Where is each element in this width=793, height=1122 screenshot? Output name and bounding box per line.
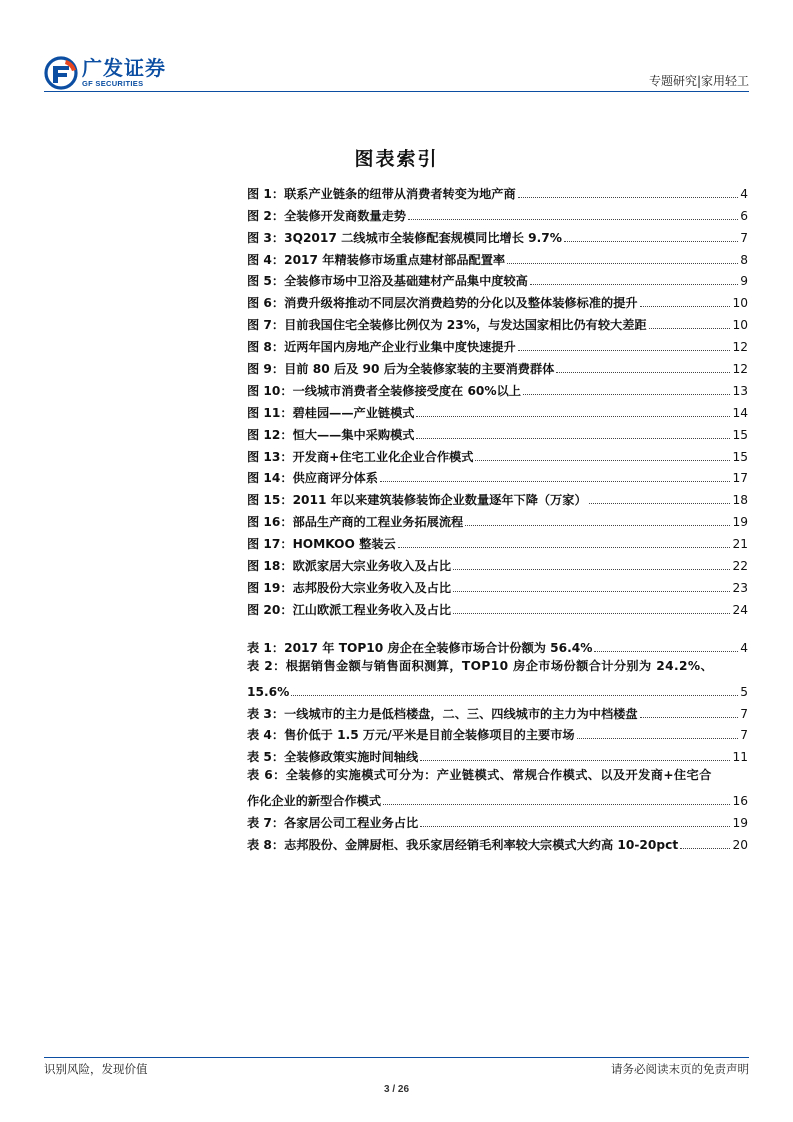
toc-entry-label: 图 20：江山欧派工程业务收入及占比: [247, 602, 452, 617]
dot-leader: [453, 569, 730, 570]
page-title: 图表索引: [354, 148, 439, 170]
toc-entry[interactable]: [247, 809, 748, 831]
toc-entry[interactable]: [247, 377, 748, 399]
header-divider: [44, 91, 749, 92]
report-section-label: 专题研究|家用轻工: [648, 74, 749, 88]
dot-leader: [680, 848, 730, 849]
dot-leader: [383, 804, 730, 805]
toc-entry-label: 表 6：全装修的实施模式可分为：产业链模式、常规合作模式、以及开发商+住宅合: [247, 768, 712, 783]
toc-entry[interactable]: [247, 180, 748, 202]
footer-slogan: 识别风险，发现价值: [44, 1062, 148, 1076]
toc-entry-label: 图 11：碧桂园——产业链模式: [247, 405, 415, 420]
toc-entry-page: 10: [732, 296, 748, 311]
toc-entry[interactable]: [247, 574, 748, 596]
dot-leader: [420, 826, 730, 827]
dot-leader: [291, 695, 738, 696]
logo-chinese-name: 广发证券: [82, 56, 166, 81]
toc-entry-page: 9: [740, 274, 748, 289]
toc-entry-page: 6: [740, 208, 748, 223]
toc-entry[interactable]: [247, 333, 748, 355]
dot-leader: [530, 284, 738, 285]
toc-entry-page: 15: [732, 449, 748, 464]
toc-entry-page: 21: [732, 537, 748, 552]
toc-entry-page: 19: [732, 816, 748, 831]
toc-entry[interactable]: [247, 355, 748, 377]
dot-leader: [594, 651, 738, 652]
toc-entry-label: 图 9：目前 80 后及 90 后为全装修家装的主要消费群体: [247, 362, 555, 377]
toc-entry[interactable]: [247, 268, 748, 290]
toc-entry-label: 图 3：3Q2017 二线城市全装修配套规模同比增长 9.7%: [247, 230, 562, 245]
toc-entry-label: 图 19：志邦股份大宗业务收入及占比: [247, 580, 452, 595]
toc-entry-label: 图 13：开发商+住宅工业化企业合作模式: [247, 449, 474, 464]
toc-entry-label-continued: 15.6%: [247, 684, 290, 699]
toc-entry-label: 图 8：近两年国内房地产企业行业集中度快速提升: [247, 340, 516, 355]
toc-entry-page: 24: [732, 602, 748, 617]
toc-entry-page: 20: [732, 837, 748, 852]
toc-entry-label: 图 4：2017 年精装修市场重点建材部品配置率: [247, 252, 506, 267]
footer-divider: [44, 1057, 749, 1058]
toc-entry-page: 11: [732, 750, 748, 765]
toc-entry[interactable]: [247, 831, 748, 853]
logo-english-name: GF SECURITIES: [82, 79, 144, 89]
dot-leader: [577, 738, 739, 739]
toc-entry-page: 19: [732, 515, 748, 530]
toc-entry[interactable]: [247, 399, 748, 421]
dot-leader: [649, 328, 731, 329]
toc-entry[interactable]: [247, 508, 748, 530]
toc-entry[interactable]: [247, 246, 748, 268]
toc-entry[interactable]: [247, 552, 748, 574]
toc-entry-label: 图 15：2011 年以来建筑装修装饰企业数量逐年下降（万家）: [247, 493, 587, 508]
toc-entry-page: 8: [740, 252, 748, 267]
page-header: [44, 50, 749, 92]
toc-entry-page: 4: [740, 186, 748, 201]
toc-entry-page: 16: [732, 794, 748, 809]
toc-entry[interactable]: [247, 722, 748, 744]
page-number: 3 / 26: [383, 1084, 410, 1095]
toc-entry[interactable]: [247, 311, 748, 333]
dot-leader: [416, 416, 730, 417]
toc-entry-page: 4: [740, 640, 748, 655]
toc-entry[interactable]: [247, 765, 748, 809]
dot-leader: [453, 591, 730, 592]
toc-entry-page: 18: [732, 493, 748, 508]
toc-entry[interactable]: [247, 700, 748, 722]
toc-entry-page: 7: [740, 230, 748, 245]
toc-entry-label: 图 7：目前我国住宅全装修比例仅为 23%，与发达国家相比仍有较大差距: [247, 318, 647, 333]
dot-leader: [518, 350, 731, 351]
toc-entry[interactable]: [247, 486, 748, 508]
toc-entry-label: 图 14：供应商评分体系: [247, 471, 378, 486]
dot-leader: [640, 306, 731, 307]
toc-entry-label-continued: 作化企业的新型合作模式: [247, 794, 382, 809]
toc-entry-label: 图 18：欧派家居大宗业务收入及占比: [247, 559, 452, 574]
toc-entry[interactable]: [247, 421, 748, 443]
toc-entry[interactable]: [247, 465, 748, 487]
toc-entry-label: 表 2：根据销售金额与销售面积测算，TOP10 房企市场份额合计分别为 24.2%、: [247, 658, 714, 673]
toc-entry[interactable]: [247, 224, 748, 246]
dot-leader: [507, 263, 738, 264]
figure-index-list: [247, 180, 748, 618]
toc-entry-label: 图 2：全装修开发商数量走势: [247, 208, 406, 223]
toc-entry[interactable]: [247, 202, 748, 224]
dot-leader: [453, 613, 730, 614]
toc-entry-label: 表 8：志邦股份、金牌厨柜、我乐家居经销毛利率较大宗模式大约高 10-20pct: [247, 837, 679, 852]
dot-leader: [564, 241, 738, 242]
dot-leader: [475, 460, 730, 461]
toc-entry-label: 图 6：消费升级将推动不同层次消费趋势的分化以及整体装修标准的提升: [247, 296, 638, 311]
toc-entry-page: 12: [732, 362, 748, 377]
dot-leader: [465, 525, 730, 526]
gf-logo: [44, 56, 166, 90]
toc-entry-label: 图 1：联系产业链条的纽带从消费者转变为地产商: [247, 186, 516, 201]
dot-leader: [640, 717, 739, 718]
toc-entry-page: 12: [732, 340, 748, 355]
dot-leader: [589, 503, 731, 504]
toc-entry-label: 表 5：全装修政策实施时间轴线: [247, 750, 419, 765]
toc-entry[interactable]: [247, 743, 748, 765]
toc-entry-label: 表 1：2017 年 TOP10 房企在全装修市场合计份额为 56.4%: [247, 640, 593, 655]
dot-leader: [556, 372, 730, 373]
dot-leader: [380, 481, 731, 482]
toc-entry-label: 图 5：全装修市场中卫浴及基础建材产品集中度较高: [247, 274, 528, 289]
dot-leader: [398, 547, 731, 548]
dot-leader: [420, 760, 730, 761]
toc-entry-page: 7: [740, 728, 748, 743]
toc-entry[interactable]: [247, 443, 748, 465]
dot-leader: [416, 438, 730, 439]
footer-disclaimer-note: 请务必阅读末页的免责声明: [611, 1062, 749, 1076]
table-index-list: [247, 634, 748, 853]
toc-entry-label: 表 4：售价低于 1.5 万元/平米是目前全装修项目的主要市场: [247, 728, 575, 743]
toc-entry-page: 13: [732, 383, 748, 398]
toc-entry-label: 表 7：各家居公司工程业务占比: [247, 816, 419, 831]
toc-entry[interactable]: [247, 596, 748, 618]
toc-entry-page: 5: [740, 684, 748, 699]
toc-entry-page: 22: [732, 559, 748, 574]
toc-entry-label: 表 3：一线城市的主力是低档楼盘，二、三、四线城市的主力为中档楼盘: [247, 706, 638, 721]
toc-entry[interactable]: [247, 289, 748, 311]
toc-entry-label: 图 12：恒大——集中采购模式: [247, 427, 415, 442]
dot-leader: [408, 219, 738, 220]
toc-entry-label: 图 10：一线城市消费者全装修接受度在 60%以上: [247, 383, 521, 398]
dot-leader: [518, 197, 739, 198]
toc-entry[interactable]: [247, 530, 748, 552]
toc-entry-page: 10: [732, 318, 748, 333]
toc-entry-page: 15: [732, 427, 748, 442]
dot-leader: [523, 394, 730, 395]
toc-entry[interactable]: [247, 634, 748, 656]
toc-entry-page: 23: [732, 580, 748, 595]
toc-entry-page: 7: [740, 706, 748, 721]
gf-logo-icon: [44, 56, 78, 90]
toc-entry-page: 17: [732, 471, 748, 486]
toc-entry-page: 14: [732, 405, 748, 420]
toc-entry-label: 图 16：部品生产商的工程业务拓展流程: [247, 515, 464, 530]
toc-entry[interactable]: [247, 656, 748, 700]
toc-entry-label: 图 17：HOMKOO 整装云: [247, 537, 396, 552]
